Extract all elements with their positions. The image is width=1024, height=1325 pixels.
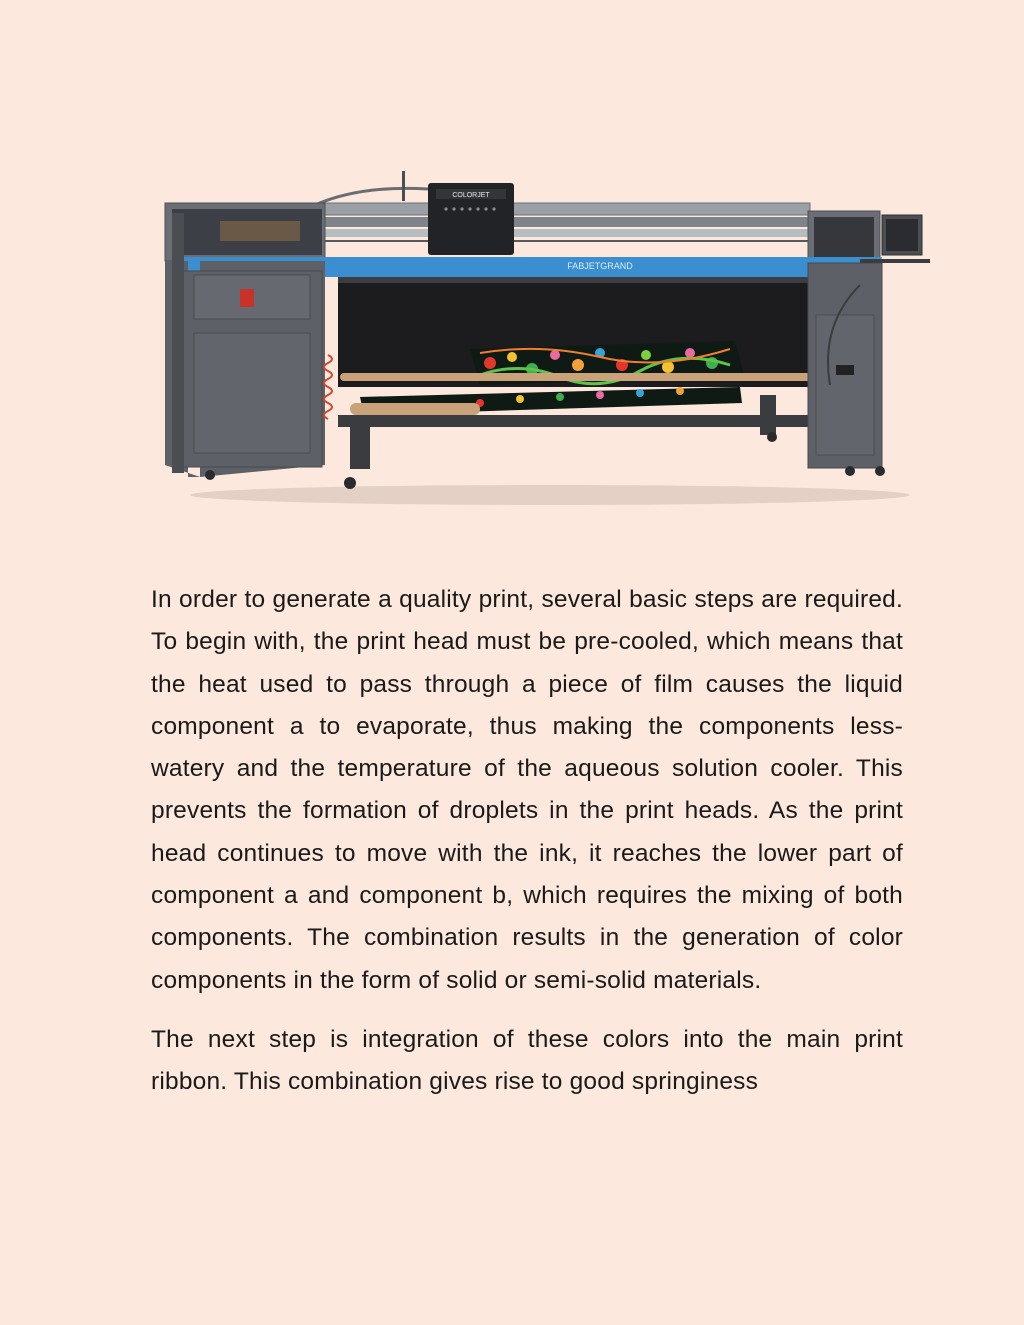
model-label: FABJETGRAND	[567, 261, 633, 271]
printer-photo	[160, 165, 940, 510]
coiled-cable	[324, 355, 332, 419]
body-text	[151, 579, 903, 1121]
paragraph-2: The next step is integration of these colors into the main print ribbon. This combination gives rise to good springiness	[151, 1025, 903, 1096]
brand-label: COLORJET	[452, 192, 490, 199]
warning-label	[240, 289, 254, 307]
paragraph-1: In order to generate a quality print, several basic steps are required. To begin with, the print head must be pre-cooled, which means that the heat used to pass through a piece of film causes the liquid component a to evaporate, thus making the components less-watery and the temperature of the aqueous solution cooler. This prevents the formation of droplets in the print heads. As the print head continues to move with the ink, it reaches the lower part of component a and component b, which requires the mixing of both components. The combination results in the generation of color components in the form of solid or semi-solid materials.	[151, 586, 903, 994]
printer-illustration	[160, 165, 940, 510]
upper-roller	[340, 373, 840, 381]
lower-roller	[350, 403, 480, 415]
floor-shadow	[190, 485, 910, 505]
